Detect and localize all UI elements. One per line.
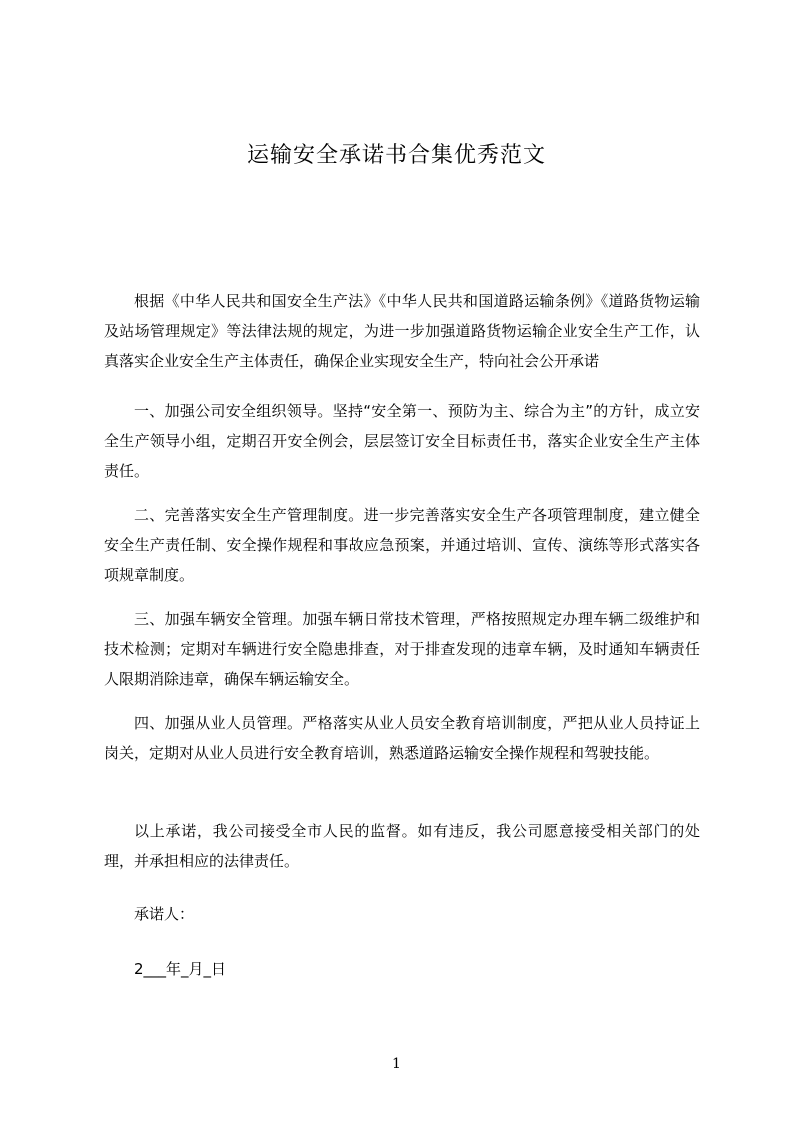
page-number: 1 [392,1056,401,1072]
signer-label: 承诺人： [134,905,195,923]
closing-paragraph: 以上承诺，我公司接受全市人民的监督。如有违反，我公司愿意接受相关部门的处理，并承担相应的法律责任。 [104,822,700,870]
section-4-paragraph: 四、加强从业人员管理。严格落实从业人员安全教育培训制度，严把从业人员持证上岗关，定期对从业人员进行安全教育培训，熟悉道路运输安全操作规程和驾驶技能。 [104,714,700,762]
intro-paragraph: 根据《中华人民共和国安全生产法》《中华人民共和国道路运输条例》《道路货物运输及站场管理规定》等法律法规的规定，为进一步加强道路货物运输企业安全生产工作，认真落实企业安全生产主体责任，确保企业实现安全生产，特向社会公开承诺 [104,292,700,370]
section-2-paragraph: 二、完善落实安全生产管理制度。进一步完善落实安全生产各项管理制度，建立健全安全生产责任制、安全操作规程和事故应急预案，并通过培训、宣传、演练等形式落实各项规章制度。 [104,506,700,584]
section-3-paragraph: 三、加强车辆安全管理。加强车辆日常技术管理，严格按照规定办理车辆二级维护和技术检测；定期对车辆进行安全隐患排查，对于排查发现的违章车辆，及时通知车辆责任人限期消除违章，确保车辆运输安全。 [104,610,700,688]
document-title: 运输安全承诺书合集优秀范文 [246,143,546,168]
date-line: 2___年_月_日 [134,960,227,978]
section-1-paragraph: 一、加强公司安全组织领导。坚持“安全第一、预防为主、综合为主”的方针，成立安全生产领导小组，定期召开安全例会，层层签订安全目标责任书，落实企业安全生产主体责任。 [104,402,700,480]
